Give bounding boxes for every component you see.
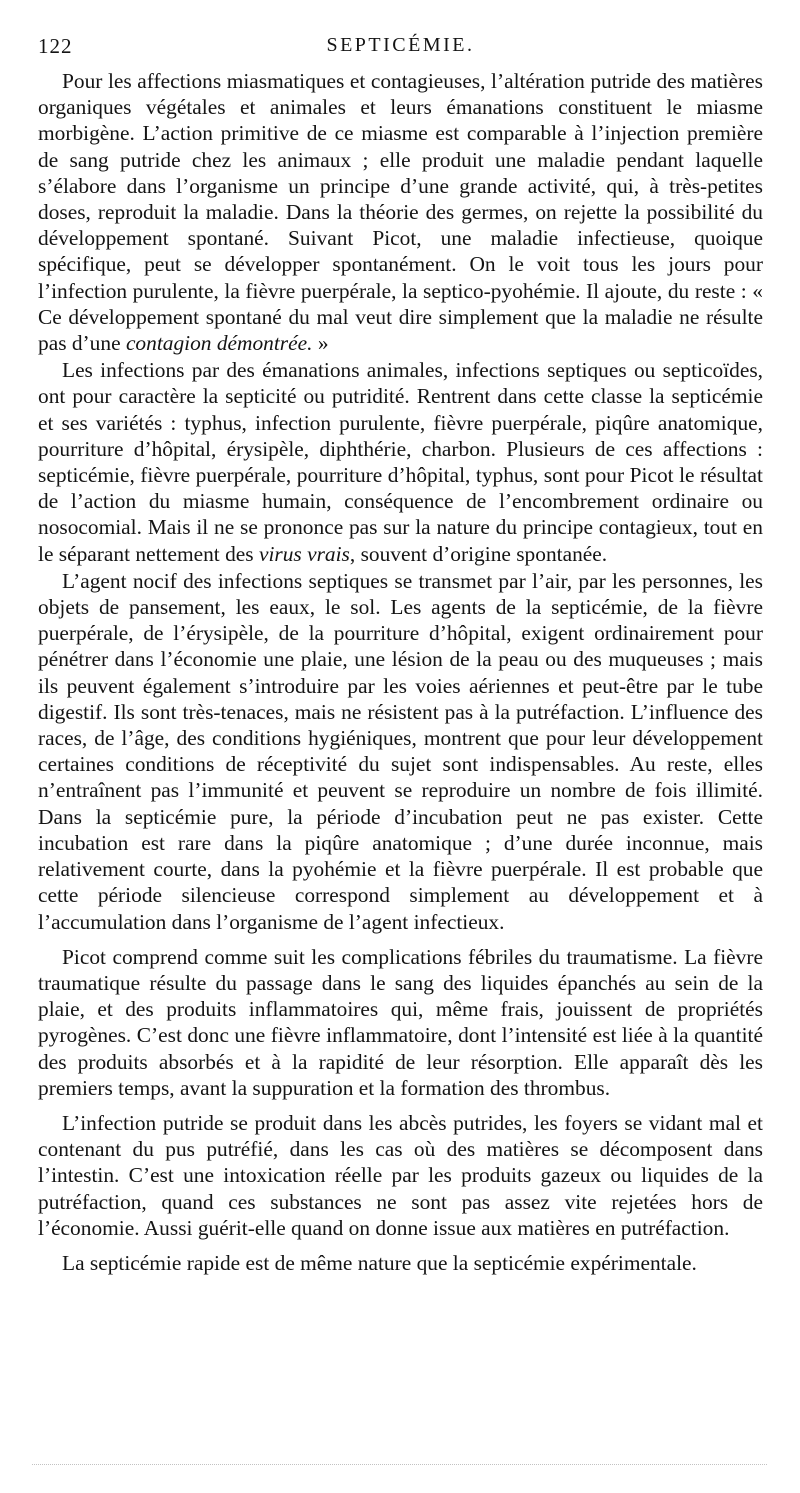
paragraph-6: La septicémie rapide est de même nature que la septicémie expérimentale. [62,1250,697,1275]
paragraph-1-closing: » [312,331,329,356]
running-title: SEPTICÉMIE. [326,34,475,56]
paragraph-2-emphasis: virus vrais [258,541,350,566]
paragraph-2-closing: , souvent d’origine spontanée. [349,541,608,566]
paragraph-5: L’infection putride se produit dans les abcès putrides, les foyers se vidant mal et contenant du pus putréfié, dans les cas où des matières se décomposent dans l’intestin. C’est une intoxication réelle par les produits gazeux ou liquides de la putréfaction, quand ces substances ne sont pas assez vite rejetées hors de l’économie. Aussi guérit-elle quand on donne issue aux matières en putréfaction. [38,1110,763,1240]
paragraph-2 [38,357,763,567]
paragraph-2-text: Les infections par des émanations animales, infections septiques ou septicoïdes, ont pour caractère la septicité ou putridité. Rentrent dans cette classe la septicémie et ses variétés : typhus, infection purulente, fièvre puerpérale, piqûre anatomique, pourriture d’hôpital, érysipèle, diphthérie, charbon. Plusieurs de ces affections : septicémie, fièvre puerpérale, pourriture d’hôpital, typhus, sont pour Picot le résultat de l’action du miasme humain, conséquence de l’encombrement ordinaire ou nosocomial. Mais il ne se prononce pas sur la nature du principe contagieux, tout en le séparant nettement des [38,358,763,566]
body-text [38,68,763,1277]
page-number: 122 [38,34,73,58]
paragraph-3: L’agent nocif des infections septiques se transmet par l’air, par les personnes, les objets de pansement, les eaux, le sol. Les agents de la septicémie, de la fièvre puerpérale, de l’érysipèle, de la pourriture d’hôpital, exigent ordinairement pour pénétrer dans l’économie une plaie, une lésion de la peau ou des muqueuses ; mais ils peuvent également s’introduire par les voies aériennes et peut-être par le tube digestif. Ils sont très-tenaces, mais ne résistent pas à la putréfaction. L’influence des races, de l’âge, des conditions hygiéniques, montrent que pour leur développement certaines conditions de réceptivité du sujet sont indispensables. Au reste, elles n’entraînent pas l’immunité et peuvent se reproduire un nombre de fois illimité. Dans la septicémie pure, la période d’incubation peut ne pas exister. Cette incubation est rare dans la piqûre anatomique ; d’une durée inconnue, mais relativement courte, dans la pyohémie et la fièvre puerpérale. Il est probable que cette période silencieuse correspond simplement au développement et à l’accumulation dans l’organisme de l’agent infectieux. [38,568,763,934]
paragraph-1-emphasis: contagion démontrée. [125,331,313,356]
paragraph-4: Picot comprend comme suit les complications fébriles du traumatisme. La fièvre traumatique résulte du passage dans le sang des liquides épanchés au sein de la plaie, et des produits inflammatoires qui, même frais, jouissent de propriétés pyrogènes. C’est donc une fièvre inflammatoire, dont l’intensité est liée à la quantité des produits absorbés et à la rapidité de leur résorption. Elle apparaît dès les premiers temps, avant la suppuration et la formation des thrombus. [38,944,763,1100]
paragraph-1 [38,68,763,356]
bottom-rule [32,1464,767,1465]
paragraph-1-text: Pour les affections miasmatiques et contagieuses, l’altération putride des matières organiques végétales et animales et leurs émanations constituent le miasme morbigène. L’action primitive de ce miasme est comparable à l’injection première de sang putride chez les animaux ; elle produit une maladie pendant laquelle s’élabore dans l’organisme un principe d’une grande activité, qui, à très-petites doses, reproduit la maladie. Dans la théorie des germes, on rejette la possibilité du développement spontané. Suivant Picot, une maladie infectieuse, quoique spécifique, peut se développer spontanément. On le voit tous les jours pour l’infection purulente, la fièvre puerpérale, la septico-pyohémie. Il ajoute, du reste : « Ce développement spontané du mal veut dire simplement que la maladie ne résulte pas d’une [38,69,763,356]
running-head [38,34,763,58]
